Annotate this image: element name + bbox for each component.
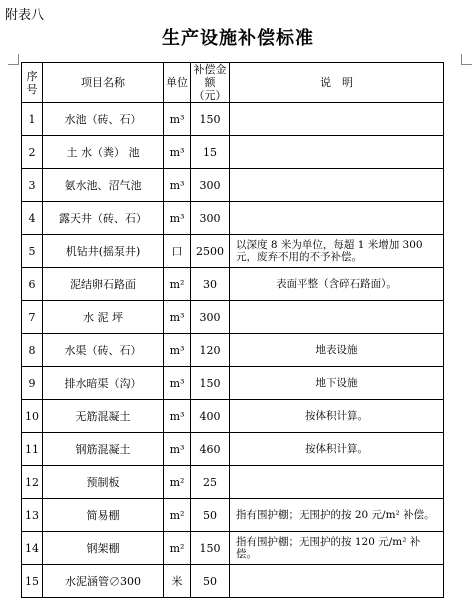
cell-desc: 以深度 8 米为单位，每超 1 米增加 300 元，废弃不用的不予补偿。 [230, 235, 444, 268]
cell-no: 10 [22, 400, 43, 433]
cell-unit: m³ [164, 202, 191, 235]
table-row [22, 202, 444, 235]
cell-amount: 25 [191, 466, 230, 499]
cell-no: 11 [22, 433, 43, 466]
cell-amount: 2500 [191, 235, 230, 268]
cell-desc [230, 565, 444, 598]
table-row [22, 235, 444, 268]
cell-no: 13 [22, 499, 43, 532]
table-row [22, 136, 444, 169]
cell-amount: 150 [191, 532, 230, 565]
cell-no: 5 [22, 235, 43, 268]
cell-unit: m³ [164, 301, 191, 334]
cell-no: 8 [22, 334, 43, 367]
cell-unit: m³ [164, 400, 191, 433]
cell-name: 水池（砖、石） [43, 103, 164, 136]
cell-unit: m³ [164, 334, 191, 367]
cell-name: 露天井（砖、石） [43, 202, 164, 235]
cell-amount: 50 [191, 499, 230, 532]
table-row [22, 268, 444, 301]
cell-amount: 50 [191, 565, 230, 598]
cell-amount: 400 [191, 400, 230, 433]
table-body [22, 103, 444, 598]
table-row [22, 367, 444, 400]
cell-unit: 米 [164, 565, 191, 598]
cell-name: 无筋混凝土 [43, 400, 164, 433]
cell-name: 土 水（粪） 池 [43, 136, 164, 169]
compensation-table [21, 62, 444, 598]
cell-desc: 按体积计算。 [230, 400, 444, 433]
cell-desc [230, 202, 444, 235]
cell-unit: m² [164, 499, 191, 532]
cell-desc: 指有围护棚；无围护的按 20 元/m² 补偿。 [230, 499, 444, 532]
cell-desc [230, 301, 444, 334]
cell-desc [230, 466, 444, 499]
cell-name: 机钻井(摇泵井) [43, 235, 164, 268]
cell-amount: 300 [191, 169, 230, 202]
cell-name: 预制板 [43, 466, 164, 499]
cell-unit: m³ [164, 433, 191, 466]
page-title: 生产设施补偿标准 [162, 28, 314, 49]
cell-desc: 地下设施 [230, 367, 444, 400]
table-row [22, 466, 444, 499]
table-row [22, 169, 444, 202]
cell-unit: m² [164, 268, 191, 301]
header-unit: 单位 [164, 63, 191, 103]
cell-amount: 460 [191, 433, 230, 466]
cell-desc: 指有围护棚；无围护的按 120 元/m² 补偿。 [230, 532, 444, 565]
appendix-label: 附表八 [5, 8, 45, 23]
cell-unit: 口 [164, 235, 191, 268]
cell-unit: m² [164, 466, 191, 499]
cell-no: 3 [22, 169, 43, 202]
cell-desc [230, 169, 444, 202]
cell-name: 水渠（砖、石） [43, 334, 164, 367]
cell-unit: m² [164, 532, 191, 565]
table-row [22, 334, 444, 367]
table-row [22, 532, 444, 565]
cell-desc [230, 136, 444, 169]
cell-desc: 表面平整（含碎石路面）。 [230, 268, 444, 301]
table-row [22, 499, 444, 532]
cell-no: 14 [22, 532, 43, 565]
cell-no: 1 [22, 103, 43, 136]
cell-unit: m³ [164, 136, 191, 169]
table-row [22, 400, 444, 433]
cell-name: 钢筋混凝土 [43, 433, 164, 466]
cell-unit: m³ [164, 103, 191, 136]
cell-amount: 300 [191, 202, 230, 235]
cell-amount: 150 [191, 103, 230, 136]
cell-no: 7 [22, 301, 43, 334]
cell-unit: m³ [164, 367, 191, 400]
cell-amount: 15 [191, 136, 230, 169]
cell-name: 氨水池、沼气池 [43, 169, 164, 202]
cell-amount: 150 [191, 367, 230, 400]
cell-no: 15 [22, 565, 43, 598]
header-amount: 补偿金额（元） [191, 63, 230, 103]
header-name: 项目名称 [43, 63, 164, 103]
cell-desc: 地表设施 [230, 334, 444, 367]
cell-name: 水 泥 坪 [43, 301, 164, 334]
table-row [22, 565, 444, 598]
cell-no: 12 [22, 466, 43, 499]
cell-no: 2 [22, 136, 43, 169]
header-no: 序号 [22, 63, 43, 103]
cell-amount: 30 [191, 268, 230, 301]
cell-no: 9 [22, 367, 43, 400]
cell-amount: 120 [191, 334, 230, 367]
cell-unit: m³ [164, 169, 191, 202]
cell-no: 6 [22, 268, 43, 301]
table-row [22, 433, 444, 466]
cell-name: 泥结卵石路面 [43, 268, 164, 301]
cell-no: 4 [22, 202, 43, 235]
table-header-row [22, 63, 444, 103]
header-desc: 说 明 [230, 63, 444, 103]
cell-name: 排水暗渠（沟） [43, 367, 164, 400]
table-row [22, 103, 444, 136]
corner-mark-right [461, 54, 472, 65]
cell-desc: 按体积计算。 [230, 433, 444, 466]
table-row [22, 301, 444, 334]
cell-desc [230, 103, 444, 136]
cell-amount: 300 [191, 301, 230, 334]
corner-mark-left [8, 54, 19, 65]
cell-name: 水泥涵管∅300 [43, 565, 164, 598]
cell-name: 简易棚 [43, 499, 164, 532]
cell-name: 钢架棚 [43, 532, 164, 565]
